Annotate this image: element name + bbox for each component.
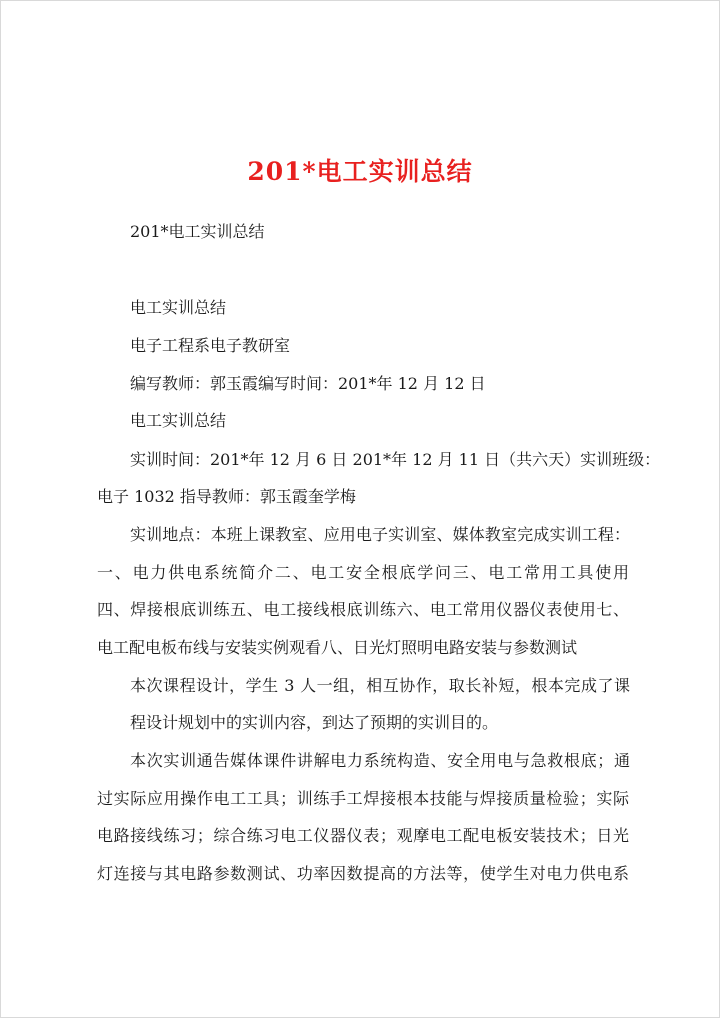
heading-line: 电工实训总结 [130,298,227,317]
paragraph-1-line-2: 程设计规划中的实训内容，到达了预期的实训目的。 [130,713,499,732]
document-title: 201*电工实训总结 [247,157,473,186]
author-line: 编写教师：郭玉霞编写时间：201*年 12 月 12 日 [130,374,486,393]
training-time-line: 实训时间：201*年 12 月 6 日 201*年 12 月 11 日（共六天）实训班级： [130,450,661,469]
paragraph-2-line-3: 电路接线练习；综合练习电工仪器仪表；观摩电工配电板安装技术；日光 [97,826,629,845]
subtitle-line: 201*电工实训总结 [130,222,265,241]
class-instructor-line: 电子 1032 指导教师：郭玉霞奎学梅 [97,487,356,506]
department-line: 电子工程系电子教研室 [130,336,291,355]
paragraph-1-line-1: 本次课程设计，学生 3 人一组，相互协作，取长补短，根本完成了课 [130,676,630,695]
training-location-line: 实训地点：本班上课教室、应用电子实训室、媒体教室完成实训工程： [130,525,630,544]
project-list-line-2: 四、焊接根底训练五、电工接线根底训练六、电工常用仪器仪表使用七、 [97,600,629,619]
heading-line-2: 电工实训总结 [130,411,227,430]
project-list-line-3: 电工配电板布线与安装实例观看八、日光灯照明电路安装与参数测试 [97,638,578,657]
paragraph-2-line-1: 本次实训通告媒体课件讲解电力系统构造、安全用电与急救根底；通 [130,751,630,770]
paragraph-2-line-4: 灯连接与其电路参数测试、功率因数提高的方法等，使学生对电力供电系 [97,864,629,883]
paragraph-2-line-2: 过实际应用操作电工工具；训练手工焊接根本技能与焊接质量检验；实际 [97,789,629,808]
project-list-line-1: 一、电力供电系统简介二、电工安全根底学问三、电工常用工具使用 [97,563,629,582]
